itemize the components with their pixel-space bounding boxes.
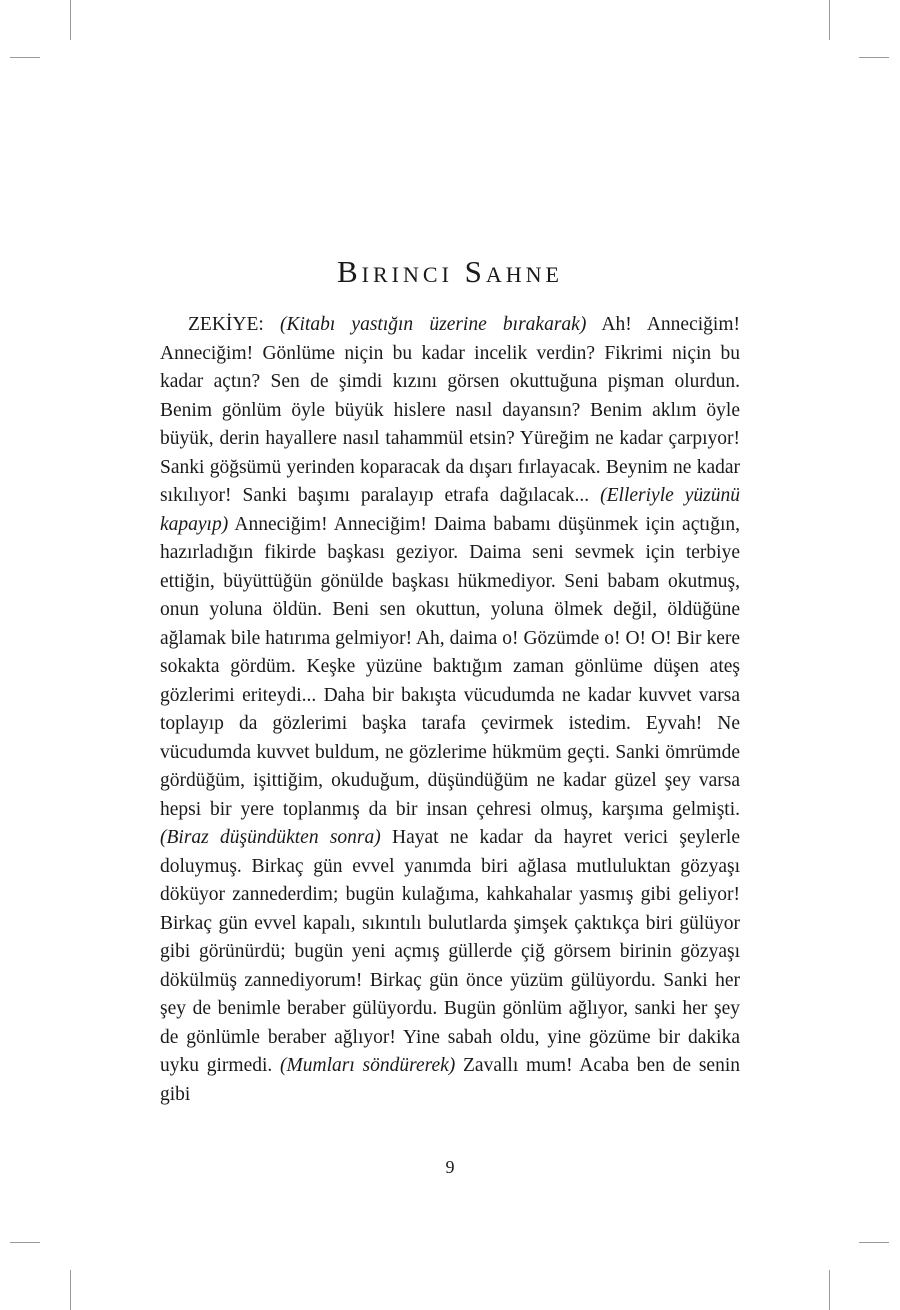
crop-mark-right-bottom <box>859 1242 889 1243</box>
crop-mark-bottom-left <box>70 1270 71 1310</box>
crop-mark-right-top <box>859 57 889 58</box>
scene-passage <box>160 311 740 1109</box>
dialogue-text: Hayat ne kadar da hayret verici şeylerle doluymuş. Birkaç gün evvel yanımda biri ağlasa mutluluktan gözyaşı döküyor zannederdim; bugün kulağıma, kahkahalar yasmış gibi geliyor! Birkaç gün evvel kapalı, sıkıntılı bulutlarda şimşek çaktıkça biri gülüyor gibi görünürdü; bugün yeni açmış güllerde çiğ görsem birinin gözyaşı dökülmüş zannediyorum! Birkaç gün önce yüzüm gülüyordu. Sanki her şey de benimle beraber gülüyordu. Bugün gönlüm ağlıyor, sanki her şey de gönlümle beraber ağlıyor! Yine sabah oldu, yine gözüme bir dakika uyku girmedi. <box>160 827 740 1076</box>
scene-title <box>0 254 900 290</box>
stage-direction: (Elleriyle yüzünü kapayıp) <box>160 485 741 535</box>
scene-title-text: Birinci Sahne <box>337 254 563 289</box>
crop-mark-bottom-right <box>829 1270 830 1310</box>
page-number: 9 <box>445 1157 455 1177</box>
stage-direction: (Mumları söndürerek) <box>280 1055 456 1076</box>
stage-direction: (Biraz düşündükten sonra) <box>160 827 381 848</box>
dialogue-text: Zavallı mum! Acaba ben de senin gibi <box>160 1055 740 1105</box>
dialogue-text: Ah! Anneciğim! Anneciğim! Gönlüme niçin bu kadar incelik verdin? Fikrimi niçin bu kadar açtın? Sen de şimdi kızını görsen okuttuğuna pişman olurdun. Benim gönlüm öyle büyük hislere nasıl dayansın? Benim aklım öyle büyük, derin hayallere nasıl tahammül etsin? Yüreğim ne kadar çarpıyor! Sanki göğsümü yerinden koparacak da dışarı fırlayacak. Beynim ne kadar sıkılıyor! Sanki başımı paralayıp etrafa dağılacak... <box>160 314 740 506</box>
crop-mark-top-right <box>829 0 830 40</box>
dialogue-text: ZEKİYE: <box>188 314 280 335</box>
crop-mark-left-bottom <box>10 1242 40 1243</box>
dialogue-text: Anneciğim! Anneciğim! Daima babamı düşünmek için açtığın, hazırladığın fikirde başkası geziyor. Daima seni sevmek için terbiye ettiğin, büyüttüğün gönülde başkası hükmediyor. Seni babam okutmuş, onun yoluna öldün. Beni sen okuttun, yoluna ölmek değil, öldüğüne ağlamak bile hatırıma gelmiyor! Ah, daima o! Gözümde o! O! O! Bir kere sokakta gördüm. Keşke yüzüne baktığım zaman gönlüme düşen ateş gözlerimi eriteydi... Daha bir bakışta vücudumda ne kadar kuvvet varsa toplayıp da gözlerimi başka tarafa çevirmek istedim. Eyvah! Ne vücudumda kuvvet buldum, ne gözlerime hükmüm geçti. Sanki ömrümde gördüğüm, işittiğim, okuduğum, düşündüğüm ne kadar güzel şey varsa hepsi bir yere toplanmış da bir insan çehresi olmuş, karşıma gelmişti. <box>160 513 740 820</box>
stage-direction: (Kitabı yastığın üzerine bırakarak) <box>280 314 587 335</box>
crop-mark-left-top <box>10 57 40 58</box>
crop-mark-top-left <box>70 0 71 40</box>
